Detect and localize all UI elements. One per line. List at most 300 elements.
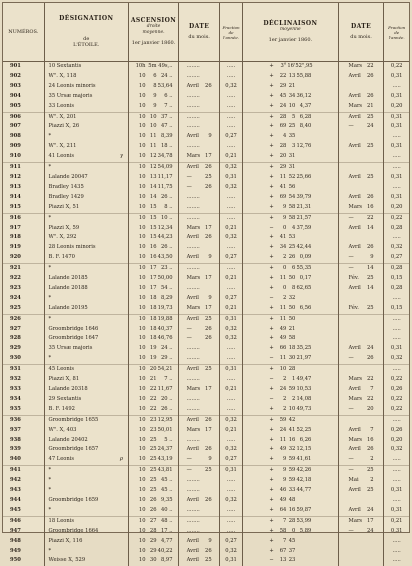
ra-minutes: 19	[146, 354, 157, 364]
right-ascension	[128, 415, 178, 425]
dec-degrees: 7	[275, 517, 286, 527]
ra-date-day: 17	[204, 304, 212, 314]
ra-fraction: .....	[220, 62, 243, 72]
ra-date-day: 26	[204, 163, 212, 173]
table-row	[3, 294, 409, 304]
right-ascension	[128, 163, 178, 173]
dec-date-month: —	[349, 354, 366, 364]
right-ascension	[128, 112, 178, 122]
ra-date	[179, 152, 220, 162]
ra-minutes: 18	[146, 304, 157, 314]
ra-fraction: .....	[220, 264, 243, 274]
star-name: Bradley 1429	[49, 194, 84, 200]
ra-seconds: 8,29	[157, 294, 173, 304]
ra-fraction: .....	[220, 405, 243, 415]
ra-fraction: .....	[220, 284, 243, 294]
star-number: 929	[3, 344, 44, 354]
star-name: Lalande 20188	[49, 285, 88, 291]
header-fraction-dec: Fraction de l'année.	[384, 3, 409, 62]
dec-date-day: 25	[366, 304, 374, 314]
ra-seconds: 8 ..	[157, 203, 173, 213]
ra-fraction: 0,31	[220, 466, 243, 476]
dec-minutes: 21	[286, 325, 295, 335]
ra-minutes: 23	[146, 426, 157, 436]
ra-hours: 10	[135, 527, 146, 537]
dec-seconds: 10,53	[295, 385, 311, 395]
dec-date-day: 25	[366, 142, 374, 152]
ra-hours: 10	[135, 445, 146, 455]
star-number: 914	[3, 193, 44, 203]
star-number: 946	[3, 516, 44, 526]
dec-sign: +	[269, 82, 275, 92]
dec-date	[338, 122, 384, 132]
dec-seconds: 0,17	[295, 274, 311, 284]
ra-minutes: 25	[146, 445, 157, 455]
star-designation	[44, 537, 128, 547]
dec-degrees: 13	[275, 556, 286, 566]
ra-minutes: 18	[146, 325, 157, 335]
dec-fraction: 0,21	[384, 516, 409, 526]
dec-date-day: 26	[366, 243, 374, 253]
ra-fraction: 0,32	[220, 163, 243, 173]
dec-degrees: 29	[275, 82, 286, 92]
dec-fraction: .....	[384, 163, 409, 173]
star-number: 942	[3, 476, 44, 486]
ra-date	[179, 466, 220, 476]
dec-fraction: 0,22	[384, 395, 409, 405]
star-designation	[44, 365, 128, 375]
dec-date	[338, 132, 384, 142]
right-ascension	[128, 354, 178, 364]
dec-fraction: 0,20	[384, 436, 409, 446]
declination	[242, 193, 338, 203]
table-row	[3, 304, 409, 314]
right-ascension	[128, 334, 178, 344]
dec-degrees: 9	[275, 203, 286, 213]
dec-fraction: 0,31	[384, 122, 409, 132]
ra-seconds: 18 ..	[157, 142, 173, 152]
star-number: 913	[3, 183, 44, 193]
right-ascension	[128, 253, 178, 263]
ra-fraction: .....	[220, 72, 243, 82]
star-designation	[44, 112, 128, 122]
dec-minutes: 54	[286, 193, 295, 203]
ra-minutes: 10	[146, 122, 157, 132]
dec-sign: +	[269, 455, 275, 465]
dec-seconds: 42,26	[295, 466, 311, 476]
declination	[242, 506, 338, 516]
dec-date	[338, 455, 384, 465]
dec-date-day: 25	[366, 466, 374, 476]
ra-minutes: 21	[146, 375, 157, 385]
dec-seconds: 0,09	[295, 253, 311, 263]
ra-date-month: ........	[187, 214, 204, 224]
dec-sign: +	[269, 132, 275, 142]
star-number: 939	[3, 445, 44, 455]
star-designation	[44, 476, 128, 486]
right-ascension	[128, 445, 178, 455]
declination	[242, 274, 338, 284]
table-row	[3, 82, 409, 92]
dec-sign: −	[269, 395, 275, 405]
star-designation	[44, 82, 128, 92]
table-row	[3, 62, 409, 72]
dec-sign: −	[269, 294, 275, 304]
declination	[242, 344, 338, 354]
star-name: *	[49, 548, 52, 554]
dec-seconds: 49,47	[295, 375, 311, 385]
ra-date-month: Mars	[187, 152, 204, 162]
ra-date-day: 26	[204, 82, 212, 92]
dec-sign: +	[269, 517, 275, 527]
declination	[242, 314, 338, 324]
ra-date	[179, 183, 220, 193]
dec-sign: +	[269, 163, 275, 173]
ra-date-month: ........	[187, 243, 204, 253]
right-ascension	[128, 455, 178, 465]
ra-minutes: 25	[146, 455, 157, 465]
ra-seconds: 54,09	[157, 163, 173, 173]
ra-date-month: Avril	[187, 445, 204, 455]
dec-date	[338, 537, 384, 547]
declination	[242, 385, 338, 395]
ra-hours: 10	[135, 537, 146, 547]
ra-fraction: 0,31	[220, 365, 243, 375]
ra-seconds: 26 ..	[157, 243, 173, 253]
dec-fraction: 0,22	[384, 405, 409, 415]
dec-sign: +	[269, 203, 275, 213]
dec-sign: +	[269, 183, 275, 193]
star-number: 906	[3, 112, 44, 122]
dec-sign: +	[269, 304, 275, 314]
ra-minutes: 18	[146, 315, 157, 325]
ra-fraction: 0,27	[220, 294, 243, 304]
ra-date	[179, 334, 220, 344]
star-number: 907	[3, 122, 44, 132]
dec-degrees: 11	[275, 304, 286, 314]
ra-fraction: .....	[220, 142, 243, 152]
dec-minutes: 32	[286, 294, 295, 304]
ra-fraction: 0,32	[220, 415, 243, 425]
dec-seconds: 12,76	[295, 142, 311, 152]
ra-date-month: Avril	[187, 315, 204, 325]
declination	[242, 426, 338, 436]
ra-date-month: Mars	[187, 426, 204, 436]
ra-seconds: 40,22	[157, 547, 173, 557]
dec-date-month: Avril	[349, 426, 366, 436]
star-name: 45 Leonis	[49, 366, 75, 372]
dec-degrees: 2	[275, 253, 286, 263]
dec-fraction: 0,31	[384, 527, 409, 537]
dec-date-day: 24	[366, 506, 374, 516]
right-ascension	[128, 304, 178, 314]
ra-date-day: 9	[204, 132, 212, 142]
table-row	[3, 92, 409, 102]
dec-degrees: 11	[275, 274, 286, 284]
dec-date-day: 2	[366, 455, 374, 465]
dec-seconds: 52,25	[295, 426, 311, 436]
dec-sign: +	[269, 214, 275, 224]
ra-date-day: 25	[204, 466, 212, 476]
ra-hours: 10	[135, 122, 146, 132]
dec-date-month: Avril	[349, 72, 366, 82]
ra-minutes: 11	[146, 142, 157, 152]
dec-date	[338, 445, 384, 455]
star-name: W". X, 201	[49, 114, 77, 120]
dec-date-day: 22	[366, 395, 374, 405]
dec-seconds: 14,08	[295, 395, 311, 405]
dec-seconds: 55,35	[295, 264, 311, 274]
dec-degrees: 10	[275, 365, 286, 375]
table-row	[3, 253, 409, 263]
ra-seconds: 7 ..	[157, 102, 173, 112]
declination	[242, 405, 338, 415]
ra-minutes: 25	[146, 486, 157, 496]
star-number: 930	[3, 354, 44, 364]
ra-date-day: 17	[204, 385, 212, 395]
ra-minutes: 17	[146, 264, 157, 274]
star-catalogue-page	[2, 2, 410, 533]
table-row	[3, 365, 409, 375]
star-designation	[44, 213, 128, 223]
dec-fraction: 0,31	[384, 506, 409, 516]
dec-date-month: Fév.	[349, 274, 366, 284]
dec-sign: +	[269, 264, 275, 274]
ra-minutes: 27	[146, 517, 157, 527]
dec-fraction: .....	[384, 152, 409, 162]
table-row	[3, 243, 409, 253]
star-number: 932	[3, 375, 44, 385]
ra-fraction: .....	[220, 354, 243, 364]
star-designation	[44, 122, 128, 132]
ra-seconds: 26 ..	[157, 405, 173, 415]
ra-seconds: 50,01	[157, 426, 173, 436]
dec-degrees: 0	[275, 264, 286, 274]
dec-minutes: 28	[286, 365, 295, 375]
ra-date	[179, 516, 220, 526]
star-number: 945	[3, 506, 44, 516]
dec-sign: +	[269, 496, 275, 506]
ra-hours: 10	[135, 82, 146, 92]
ra-hours: 10	[135, 315, 146, 325]
dec-minutes: 41	[286, 426, 295, 436]
ra-hours: 10	[135, 476, 146, 486]
dec-date	[338, 344, 384, 354]
table-row	[3, 132, 409, 142]
dec-degrees: 0	[275, 224, 286, 234]
star-name: Piazzi X, 59	[49, 225, 80, 231]
ra-fraction: 0,32	[220, 334, 243, 344]
declination	[242, 486, 338, 496]
star-designation	[44, 62, 128, 72]
dec-date-day: 14	[366, 284, 374, 294]
star-designation	[44, 496, 128, 506]
declination	[242, 304, 338, 314]
declination	[242, 436, 338, 446]
ra-fraction: .....	[220, 527, 243, 537]
dec-degrees: 28	[275, 142, 286, 152]
ra-date	[179, 233, 220, 243]
dec-degrees: 69	[275, 122, 286, 132]
ra-minutes: 29	[146, 537, 157, 547]
table-row	[3, 284, 409, 294]
ra-date-month: —	[187, 183, 204, 193]
dec-date-day: 20	[366, 405, 374, 415]
ra-fraction: .....	[220, 92, 243, 102]
right-ascension	[128, 476, 178, 486]
dec-degrees: 49	[275, 496, 286, 506]
table-row	[3, 334, 409, 344]
ra-date	[179, 476, 220, 486]
star-designation	[44, 183, 128, 193]
dec-seconds: 52",95	[295, 62, 311, 72]
star-designation	[44, 233, 128, 243]
dec-sign: +	[269, 385, 275, 395]
star-number: 903	[3, 82, 44, 92]
star-designation	[44, 132, 128, 142]
ra-hours: 10	[135, 334, 146, 344]
dec-sign: +	[269, 315, 275, 325]
ra-date	[179, 173, 220, 183]
dec-minutes: 52	[286, 173, 295, 183]
ra-seconds: 5 ..	[157, 436, 173, 446]
ra-hours: 10	[135, 416, 146, 426]
ra-date-day: 26	[204, 416, 212, 426]
dec-date-day: 22	[366, 62, 374, 72]
dec-date	[338, 496, 384, 506]
dec-date-month: —	[349, 466, 366, 476]
star-name: Piazzi X, 116	[49, 538, 83, 544]
ra-minutes: 14	[146, 183, 157, 193]
ra-seconds: 45 ..	[157, 476, 173, 486]
ra-fraction: 0,21	[220, 304, 243, 314]
table-row	[3, 152, 409, 162]
dec-date-day: 26	[366, 354, 374, 364]
dec-fraction: .....	[384, 334, 409, 344]
dec-date	[338, 62, 384, 72]
star-number: 938	[3, 436, 44, 446]
star-designation	[44, 203, 128, 213]
dec-date-month: Mai	[349, 476, 366, 486]
dec-minutes: 21	[286, 82, 295, 92]
ra-date-month: ........	[187, 142, 204, 152]
right-ascension	[128, 193, 178, 203]
dec-sign: +	[269, 253, 275, 263]
star-number: 904	[3, 92, 44, 102]
dec-minutes: 23	[286, 556, 295, 566]
dec-date-month: Avril	[349, 173, 366, 183]
right-ascension	[128, 264, 178, 274]
ra-date	[179, 203, 220, 213]
star-designation	[44, 334, 128, 344]
dec-fraction: 0,32	[384, 243, 409, 253]
right-ascension	[128, 284, 178, 294]
dec-fraction: 0,26	[384, 426, 409, 436]
right-ascension	[128, 122, 178, 132]
ra-fraction: .....	[220, 112, 243, 122]
ra-date-month: ........	[187, 375, 204, 385]
star-designation	[44, 455, 128, 465]
dec-seconds: 44,77	[295, 486, 311, 496]
dec-minutes: 13	[286, 72, 295, 82]
dec-fraction: .....	[384, 496, 409, 506]
star-name: *	[49, 265, 52, 271]
dec-degrees: 7	[275, 537, 286, 547]
dec-seconds: 6,28	[295, 113, 311, 123]
declination	[242, 203, 338, 213]
dec-minutes: 31	[286, 163, 295, 173]
table-row	[3, 163, 409, 173]
dec-date-month: Avril	[349, 243, 366, 253]
dec-minutes: 16	[286, 506, 295, 516]
dec-degrees: 58	[275, 527, 286, 537]
dec-sign: +	[269, 102, 275, 112]
ra-date-day: 26	[204, 445, 212, 455]
dec-sign: +	[269, 113, 275, 123]
table-row	[3, 102, 409, 112]
dec-date-day: 25	[366, 173, 374, 183]
dec-date	[338, 506, 384, 516]
dec-date	[338, 556, 384, 566]
dec-date-month: —	[349, 253, 366, 263]
table-row	[3, 224, 409, 234]
ra-date	[179, 284, 220, 294]
star-designation	[44, 102, 128, 112]
star-number: 927	[3, 325, 44, 335]
ra-fraction: .....	[220, 395, 243, 405]
ra-date-day: 17	[204, 152, 212, 162]
dec-date	[338, 173, 384, 183]
star-designation	[44, 527, 128, 537]
right-ascension	[128, 274, 178, 284]
ra-date-month: ........	[187, 122, 204, 132]
star-designation	[44, 72, 128, 82]
ra-minutes: 13	[146, 173, 157, 183]
declination	[242, 122, 338, 132]
dec-minutes: 31	[286, 152, 295, 162]
dec-degrees: 11	[275, 436, 286, 446]
dec-sign: +	[269, 122, 275, 132]
dec-minutes: 37	[286, 547, 295, 557]
dec-fraction: .....	[384, 325, 409, 335]
dec-date-month: Avril	[349, 344, 366, 354]
dec-sign: +	[269, 476, 275, 486]
ra-date-month: —	[187, 325, 204, 335]
table-row	[3, 325, 409, 335]
dec-sign: +	[269, 344, 275, 354]
star-number: 911	[3, 163, 44, 173]
star-name: *	[49, 295, 52, 301]
dec-minutes: 50	[286, 304, 295, 314]
dec-degrees: 41	[275, 183, 286, 193]
dec-minutes: 26	[286, 253, 295, 263]
ra-minutes: 12	[146, 152, 157, 162]
ra-minutes: 15	[146, 233, 157, 243]
dec-fraction: 0,28	[384, 284, 409, 294]
dec-date-month: Avril	[349, 445, 366, 455]
star-name: W". X, 403	[49, 427, 77, 433]
ra-date-month: ........	[187, 486, 204, 496]
right-ascension	[128, 537, 178, 547]
ra-seconds: 24,37	[157, 445, 173, 455]
dec-fraction: 0,22	[384, 62, 409, 72]
ra-date	[179, 243, 220, 253]
dec-date	[338, 224, 384, 234]
right-ascension	[128, 527, 178, 537]
ra-hours: 10	[135, 405, 146, 415]
table-row	[3, 203, 409, 213]
ra-seconds: 10 ..	[157, 214, 173, 224]
